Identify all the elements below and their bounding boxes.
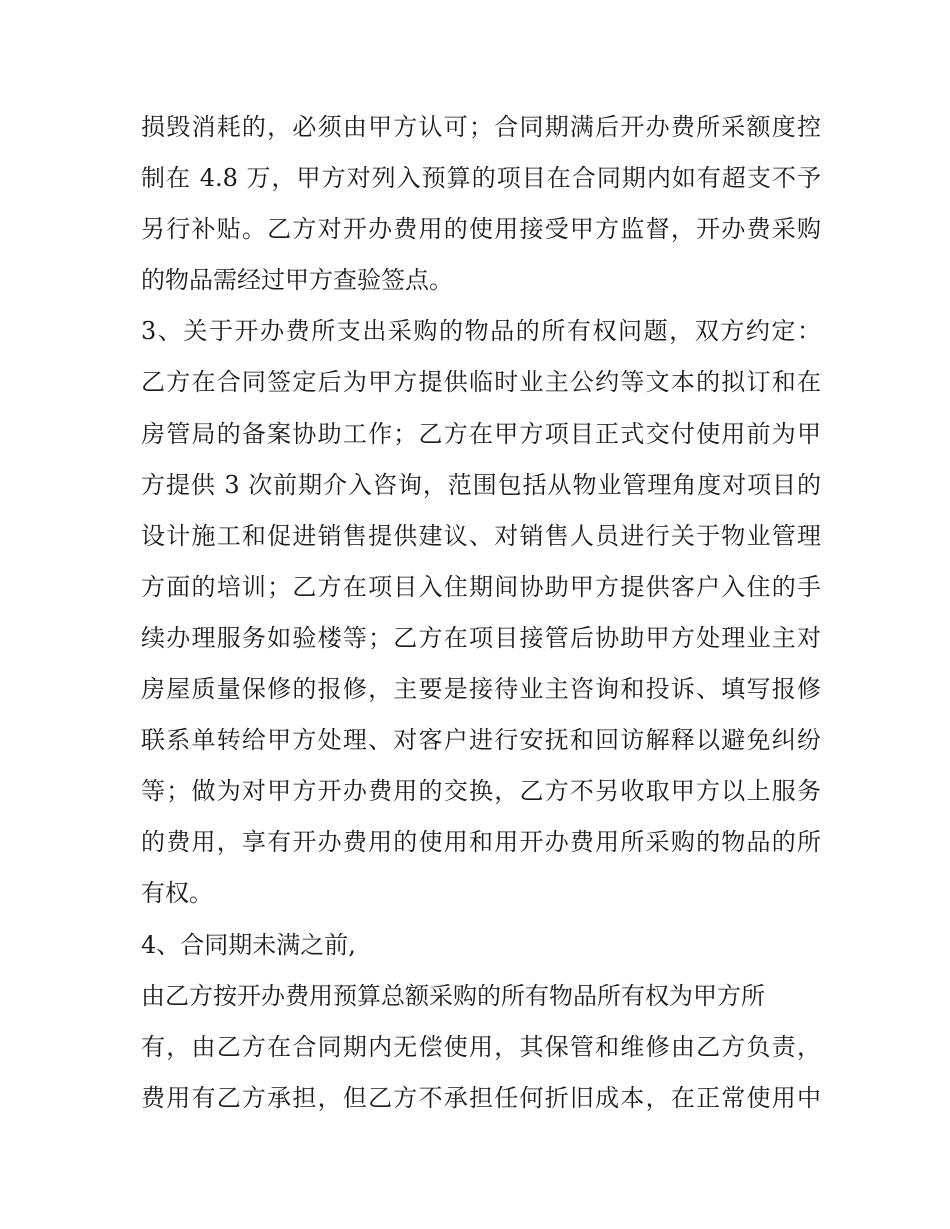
text-line: 损毁消耗的，必须由甲方认可；合同期满后开办费所采额度控	[141, 113, 821, 141]
text-line: 等；做为对甲方开办费用的交换，乙方不另收取甲方以上服务	[141, 777, 821, 806]
clause-4-heading: 4、合同期未满之前,	[141, 930, 356, 959]
text-line: 续办理服务如验楼等；乙方在项目接管后协助甲方处理业主对	[141, 623, 821, 652]
text-line: 联系单转给甲方处理、对客户进行安抚和回访解释以避免纠纷	[141, 726, 821, 755]
text-line: 房屋质量保修的报修，主要是接待业主咨询和投诉、填写报修	[141, 675, 821, 704]
clause-3-heading: 3、关于开办费所支出采购的物品的所有权问题，双方约定：	[141, 317, 821, 346]
text-line: 房管局的备案协助工作；乙方在甲方项目正式交付使用前为甲	[141, 419, 821, 448]
text-line: 的物品需经过甲方查验签点。	[141, 266, 453, 295]
text-line: 方面的培训；乙方在项目入住期间协助甲方提供客户入住的手	[141, 572, 821, 601]
contract-text-block	[141, 102, 821, 1124]
text-line: 由乙方按开办费用预算总额采购的所有物品所有权为甲方所	[141, 981, 765, 1010]
text-line: 制在 4.8 万，甲方对列入预算的项目在合同期内如有超支不予	[141, 164, 821, 193]
text-line: 另行补贴。乙方对开办费用的使用接受甲方监督，开办费采购	[141, 215, 821, 244]
text-line: 设计施工和促进销售提供建议、对销售人员进行关于物业管理	[141, 521, 821, 550]
text-line: 费用有乙方承担，但乙方不承担任何折旧成本，在正常使用中	[141, 1083, 821, 1112]
text-line: 有权。	[141, 879, 213, 908]
text-line: 的费用，享有开办费用的使用和用开办费用所采购的物品的所	[141, 828, 821, 857]
text-line: 乙方在合同签定后为甲方提供临时业主公约等文本的拟订和在	[141, 368, 821, 397]
text-line: 有，由乙方在合同期内无偿使用，其保管和维修由乙方负责，	[141, 1032, 821, 1061]
text-line: 方提供 3 次前期介入咨询，范围包括从物业管理角度对项目的	[141, 470, 821, 499]
